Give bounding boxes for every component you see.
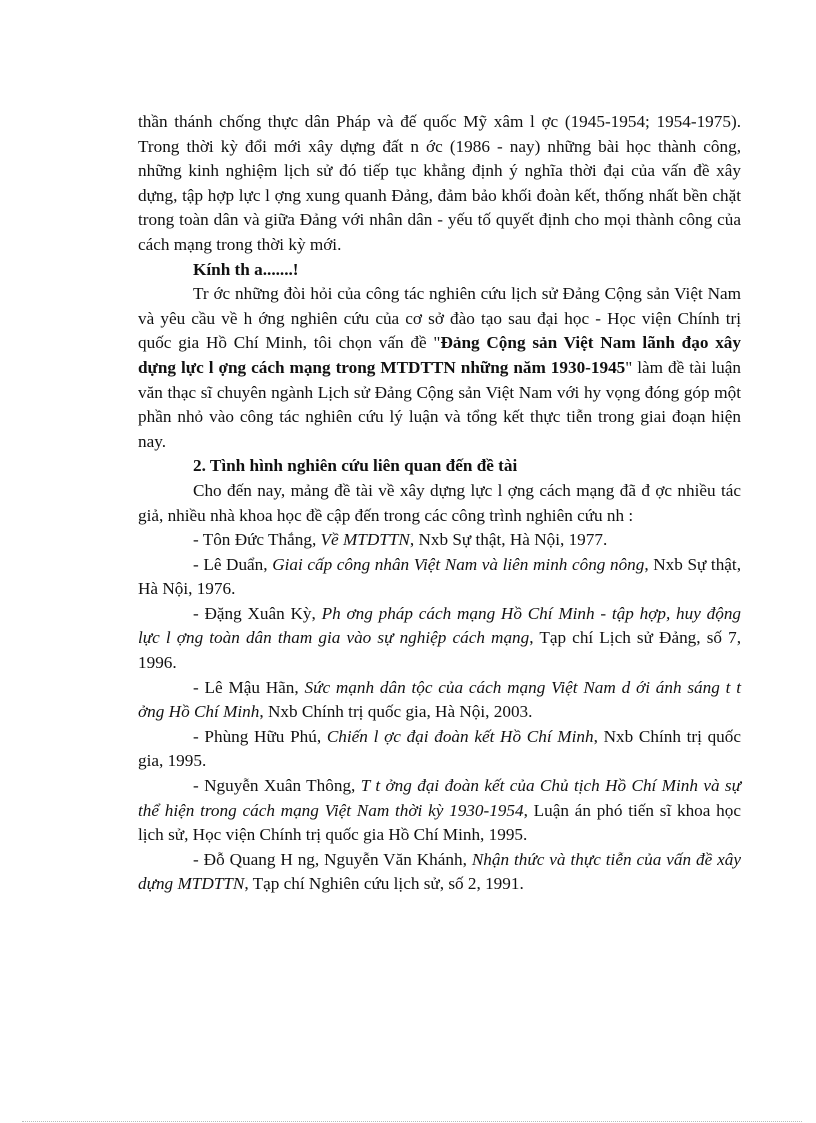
reference-author: - Đặng Xuân Kỳ,	[193, 603, 322, 623]
topic-text-end: " làm đề tài luận văn thạc sĩ chuyên ngành Lịch sử Đảng Cộng sản Việt Nam với hy vọng đóng góp một phần nhỏ vào công tác nghiên cứu lý luận và tổng kết thực tiễn trong giai đoạn hiện nay.	[138, 357, 741, 451]
paragraph-intro: thần thánh chống thực dân Pháp và đế quốc Mỹ xâm l ợc (1945-1954; 1954-1975). Trong thời kỳ đổi mới xây dựng đất n ớc (1986 - nay) những bài học thành công, những kinh nghiệm lịch sử đó tiếp tục khẳng định ý nghĩa thời đại của vấn đề xây dựng, tập hợp lực l ợng xung quanh Đảng, đảm bảo khối đoàn kết, thống nhất bền chặt trong toàn dân và giữa Đảng với nhân dân - yếu tố quyết định cho mọi thành công của cách mạng trong thời kỳ mới.	[138, 112, 741, 254]
reference-title: Chiến l ợc đại đoàn kết Hồ Chí Minh	[326, 726, 594, 746]
reference-publication: , Nxb Chính trị quốc gia, 1995.	[138, 726, 742, 771]
reference-publication: , Nxb Chính trị quốc gia, Hà Nội, 2003.	[259, 702, 533, 722]
reference-item	[138, 774, 741, 848]
reference-item	[138, 676, 741, 725]
reference-item	[138, 528, 741, 553]
reference-title: Nhận thức và thực tiễn của vấn đề xây dựng MTDTTN	[138, 849, 741, 894]
reference-author: - Lê Duẩn,	[193, 554, 273, 574]
reference-author: - Phùng Hữu Phú,	[193, 726, 327, 746]
reference-title: Giai cấp công nhân Việt Nam và liên minh công nông	[272, 554, 645, 574]
reference-item	[138, 553, 741, 602]
reference-author: - Lê Mậu Hãn,	[193, 677, 305, 697]
paragraph-topic	[138, 282, 741, 454]
thesis-title: Đảng Cộng sản Việt Nam lãnh đạo xây dựng lực l ợng cách mạng trong MTDTTN những năm 1930-1945	[138, 333, 741, 377]
reference-author: - Nguyễn Xuân Thông,	[193, 776, 361, 796]
paragraph-research-status: Cho đến nay, mảng đề tài về xây dựng lực l ợng cách mạng đã đ ợc nhiều tác giả, nhiều nhà khoa học đề cập đến trong các công trình nghiên cứu nh :	[138, 480, 741, 525]
reference-item	[138, 848, 741, 897]
reference-title: Ph ơng pháp cách mạng Hồ Chí Minh - tập hợp, huy động lực l ợng toàn dân tham gia vào sự nghiệp cách mạng	[138, 603, 742, 648]
reference-item	[138, 725, 741, 774]
topic-text-start: Tr ớc những đòi hỏi của công tác nghiên cứu lịch sử Đảng Cộng sản Việt Nam và yêu cầu về h ớng nghiên cứu của cơ sở đào tạo sau đại học - Học viện Chính trị quốc gia Hồ Chí Minh, tôi chọn vấn đề "	[138, 284, 741, 353]
reference-publication: , Luận án phó tiến sĩ khoa học lịch sử, Học viện Chính trị quốc gia Hồ Chí Minh, 1995.	[138, 800, 741, 845]
reference-author: - Đỗ Quang H ng, Nguyễn Văn Khánh,	[193, 849, 472, 869]
reference-author: - Tôn Đức Thắng,	[193, 530, 321, 550]
reference-title: Về MTDTTN	[320, 530, 410, 550]
reference-publication: , Nxb Sự thật, Hà Nội, 1977.	[409, 530, 608, 550]
reference-title: T t ởng đại đoàn kết của Chủ tịch Hồ Chí Minh và sự thể hiện trong cách mạng Việt Nam thời kỳ 1930-1954	[138, 776, 741, 820]
section-heading: 2. Tình hình nghiên cứu liên quan đến đề tài	[193, 456, 518, 476]
document-body	[138, 110, 741, 897]
greeting: Kính th a.......!	[193, 259, 299, 279]
page-bottom-border	[22, 1121, 802, 1122]
reference-item	[138, 602, 741, 676]
reference-publication: , Tạp chí Lịch sử Đảng, số 7, 1996.	[138, 628, 741, 673]
reference-title: Sức mạnh dân tộc của cách mạng Việt Nam d ới ánh sáng t t ởng Hồ Chí Minh	[138, 677, 741, 722]
reference-publication: , Nxb Sự thật, Hà Nội, 1976.	[138, 554, 741, 599]
reference-publication: , Tạp chí Nghiên cứu lịch sử, số 2, 1991.	[244, 874, 524, 894]
